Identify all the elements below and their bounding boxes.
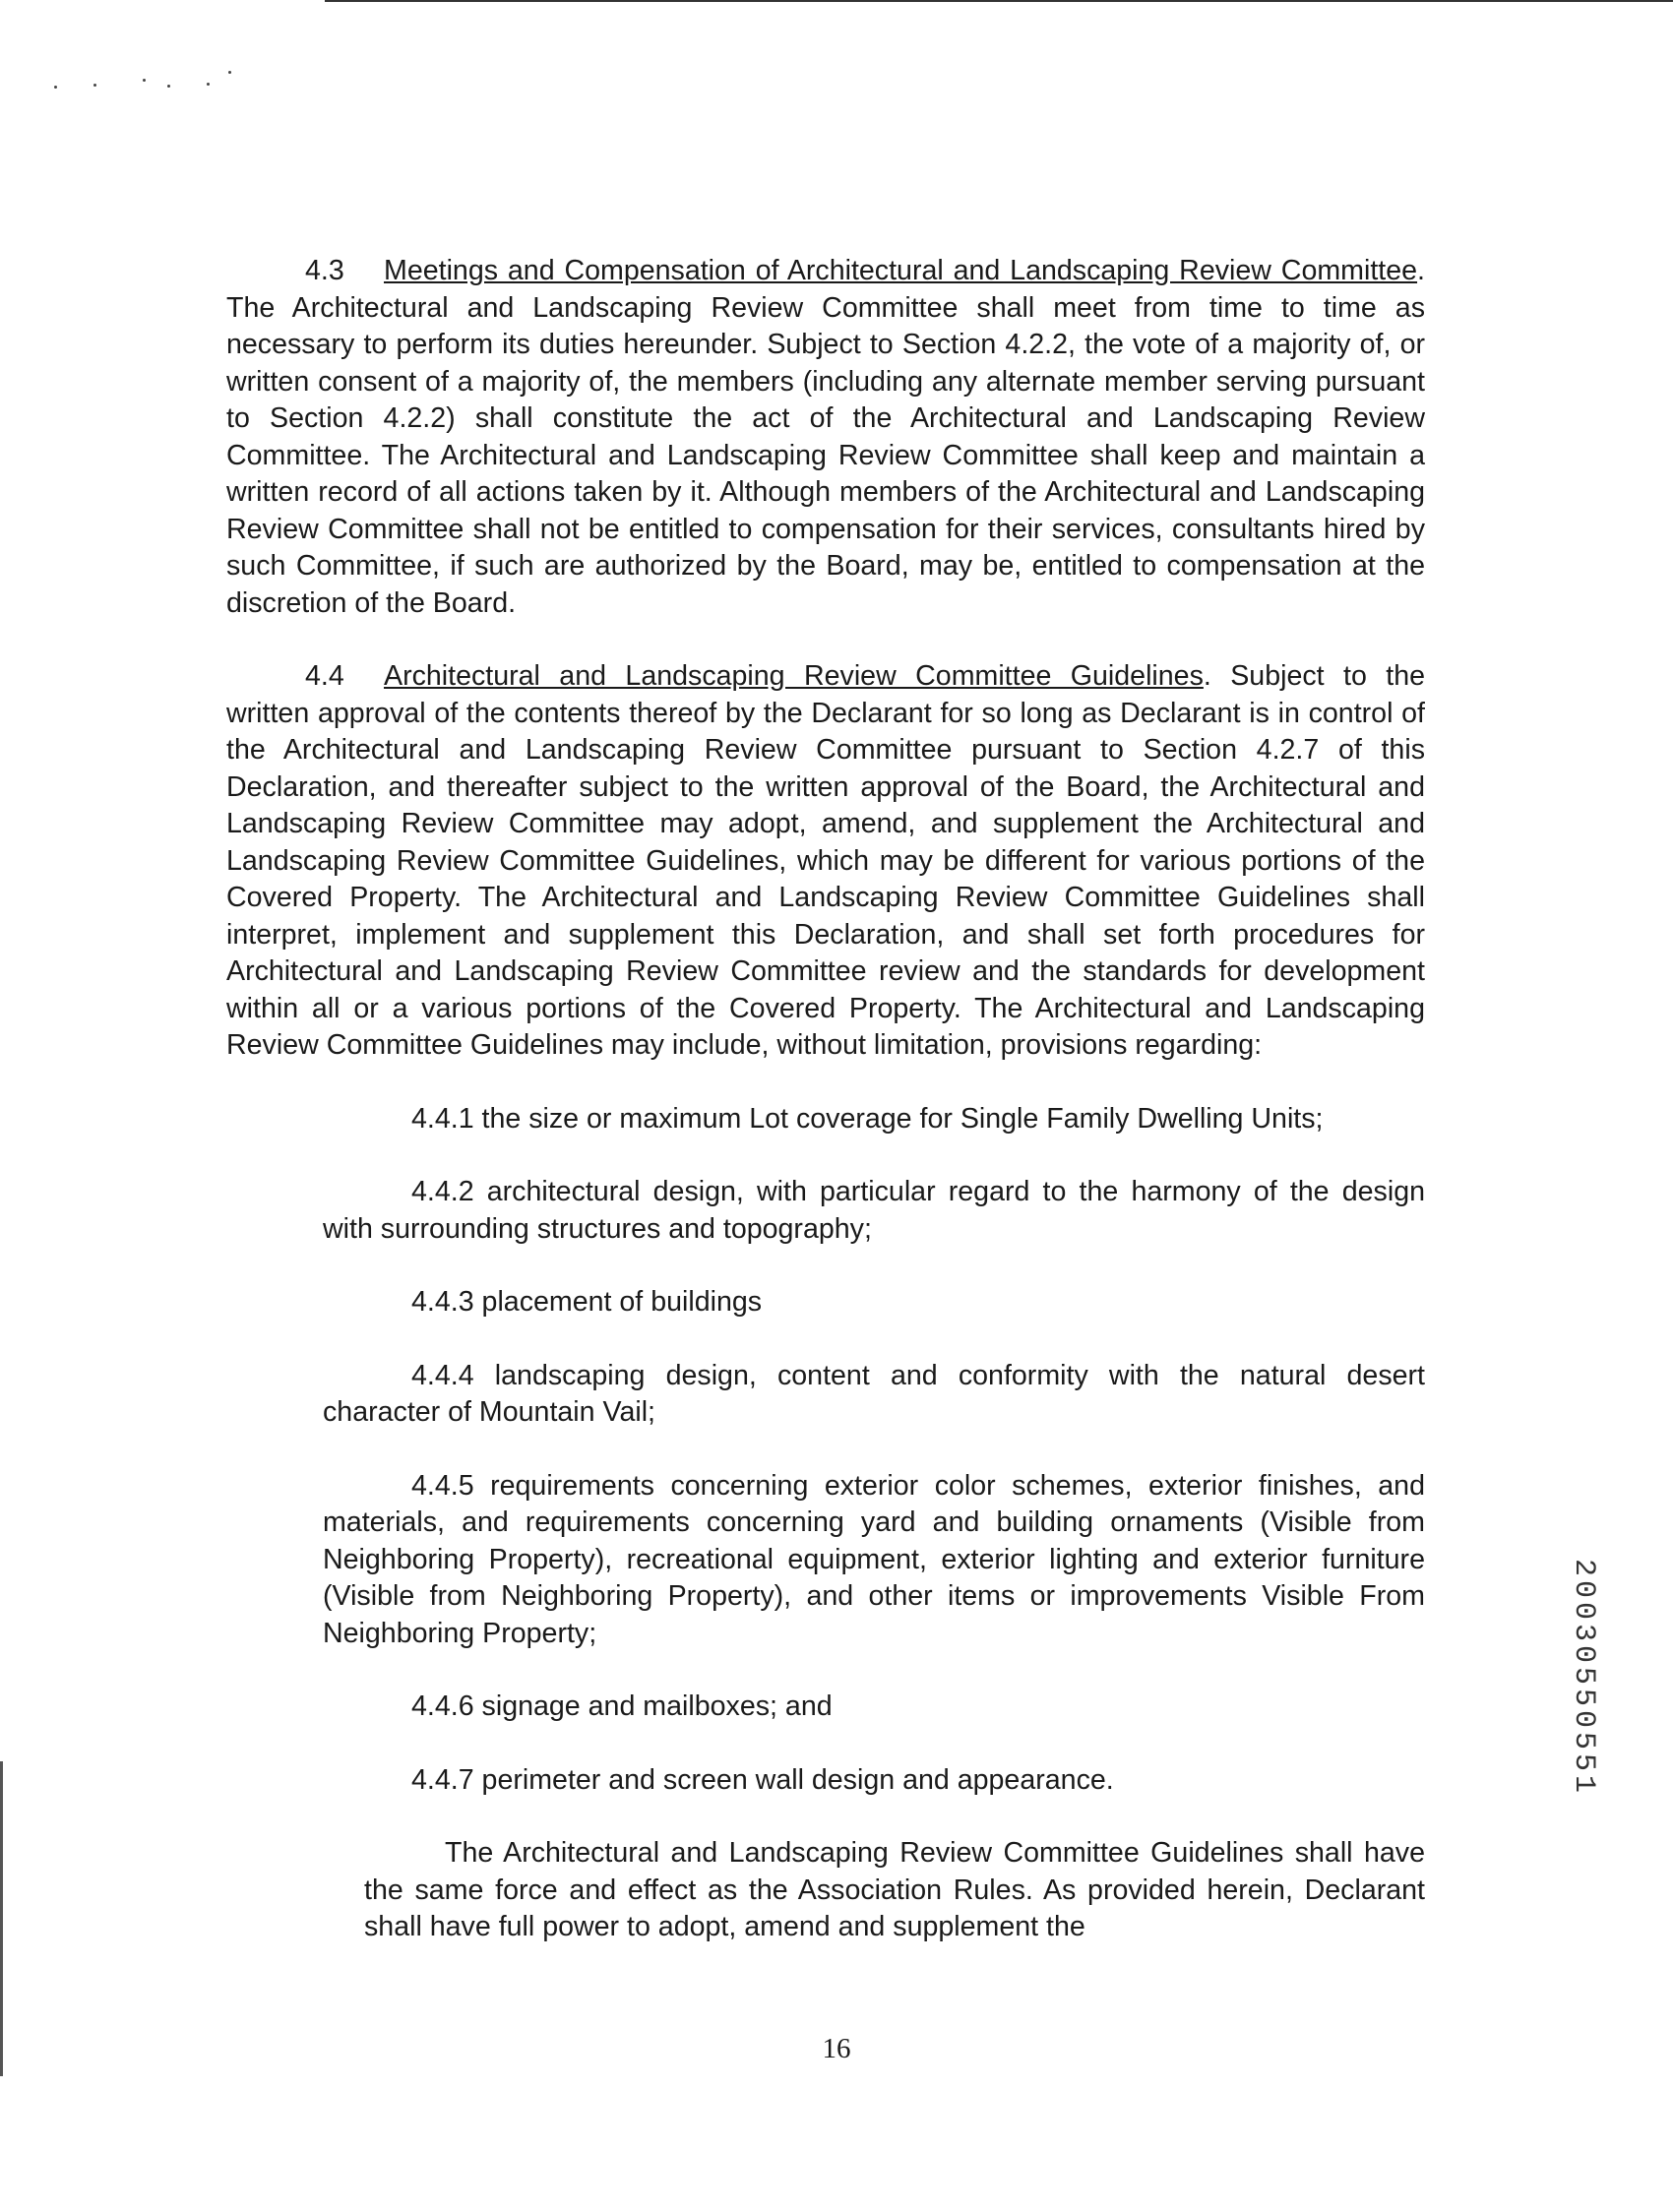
scan-border-left (0, 1761, 3, 2076)
section-4-4 (226, 658, 1425, 1065)
list-item: 4.4.2 architectural design, with particular regard to the harmony of the design with surrounding structures and topography; (323, 1176, 1425, 1245)
section-body: . Subject to the written approval of the contents thereof by the Declarant for so long as Declarant is in control of the Architectural and Landscaping Review Committee pursuant to Section 4.2.7 of this Declaration, and thereafter subject to the written approval of the Board, the Architectural and Landscaping Review Committee may adopt, amend, and supplement the Architectural and Landscaping Review Committee Guidelines, which may be different for various portions of the Covered Property. The Architectural and Landscaping Review Committee Guidelines shall interpret, implement and supplement this Declaration, and shall set forth procedures for Architectural and Landscaping Review Committee review and the standards for development within all or a various portions of the Covered Property. The Architectural and Landscaping Review Committee Guidelines may include, without limitation, provisions regarding: (226, 660, 1426, 1061)
document-body (226, 253, 1425, 1946)
list-item: 4.4.6 signage and mailboxes; and (411, 1690, 833, 1722)
list-item: 4.4.1 the size or maximum Lot coverage for Single Family Dwelling Units; (411, 1102, 1324, 1135)
section-number: 4.4 (305, 660, 344, 692)
list-item: 4.4.3 placement of buildings (411, 1286, 763, 1318)
closing-paragraph: The Architectural and Landscaping Review Committee Guidelines shall have the same force and effect as the Association Rules. As provided herein, Declarant shall have full power to adopt, amend and supplement the (364, 1837, 1425, 1942)
list-item: 4.4.5 requirements concerning exterior color schemes, exterior finishes, and materials, and requirements concerning yard and building ornaments (Visible from Neighboring Property), recreational equipment, exterior lighting and exterior furniture (Visible from Neighboring Property), and other items or improvements Visible From Neighboring Property; (323, 1469, 1425, 1649)
section-4-3 (226, 253, 1425, 622)
scan-speck (228, 71, 231, 74)
recording-stamp: 20030550551 (1567, 1558, 1600, 1798)
scan-speck (207, 83, 210, 86)
scan-speck (143, 79, 146, 82)
section-heading: Architectural and Landscaping Review Committee Guidelines (384, 660, 1204, 692)
list-item: 4.4.4 landscaping design, content and conformity with the natural desert character of Mountain Vail; (323, 1359, 1425, 1428)
scan-border-top (325, 0, 1673, 2)
list-item: 4.4.7 perimeter and screen wall design and appearance. (411, 1763, 1114, 1796)
scan-speck (93, 84, 96, 87)
section-number: 4.3 (305, 255, 344, 286)
scan-speck (54, 86, 57, 89)
scan-speck (167, 85, 170, 88)
page-number: 16 (822, 2033, 851, 2064)
section-heading: Meetings and Compensation of Architectural and Landscaping Review Committee (384, 255, 1418, 286)
section-body: . The Architectural and Landscaping Review Committee shall meet from time to time as necessary to perform its duties hereunder. Subject to Section 4.2.2, the vote of a majority of, or written consent of a majority of, the members (including any alternate member serving pursuant to Section 4.2.2) shall constitute the act of the Architectural and Landscaping Review Committee. The Architectural and Landscaping Review Committee shall keep and maintain a written record of all actions taken by it. Although members of the Architectural and Landscaping Review Committee shall not be entitled to compensation for their services, consultants hired by such Committee, if such are authorized by the Board, may be, entitled to compensation at the discretion of the Board. (226, 255, 1425, 619)
